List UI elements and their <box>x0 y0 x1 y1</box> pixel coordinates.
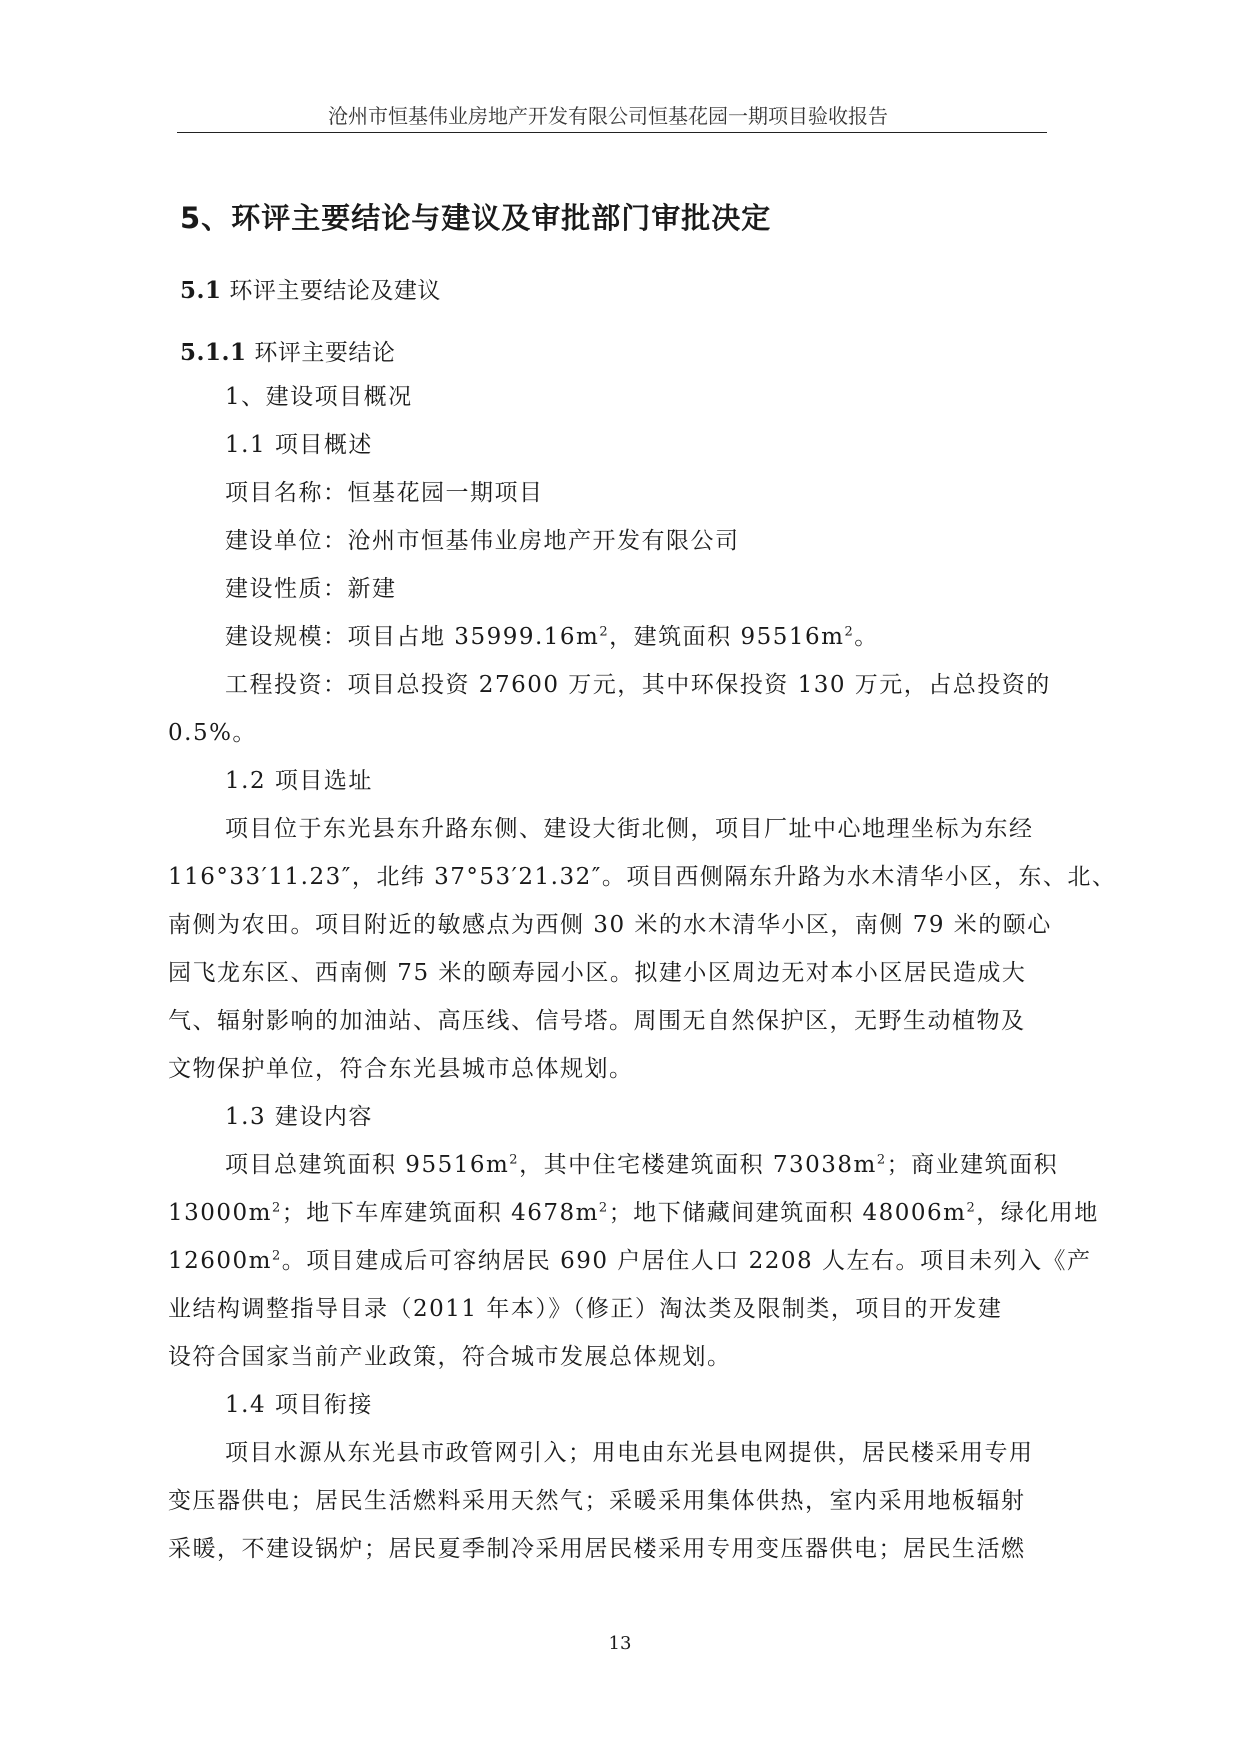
construction-nature-line: 建设性质：新建 <box>225 576 397 602</box>
build-paragraph-line <box>168 1198 1099 1228</box>
superscript: 2 <box>876 1152 887 1168</box>
superscript: 2 <box>599 624 610 640</box>
superscript: 2 <box>271 1248 282 1264</box>
project-name-line: 项目名称：恒基花园一期项目 <box>225 480 544 506</box>
investment-line-2: 0.5%。 <box>168 720 257 746</box>
build-text: ；商业建筑面积 <box>886 1152 1059 1178</box>
site-paragraph-line: 气、辐射影响的加油站、高压线、信号塔。周围无自然保护区，无野生动植物及 <box>168 1008 1026 1034</box>
build-paragraph-line <box>225 1150 1058 1180</box>
build-text: ；地下储藏间建筑面积 48006m <box>608 1200 967 1226</box>
superscript: 2 <box>598 1200 609 1216</box>
scale-text-b: ，建筑面积 95516m <box>609 624 845 650</box>
subitem-heading: 1.4 项目衔接 <box>225 1392 373 1418</box>
link-paragraph-line: 变压器供电；居民生活燃料采用天然气；采暖采用集体供热，室内采用地板辐射 <box>168 1488 1026 1514</box>
scale-text-a: 建设规模：项目占地 35999.16m <box>225 624 600 650</box>
superscript: 2 <box>509 1152 520 1168</box>
build-text: 13000m <box>168 1200 272 1226</box>
build-text: ，其中住宅楼建筑面积 73038m <box>519 1152 877 1178</box>
section-number: 5、 <box>180 201 232 235</box>
link-paragraph-line: 项目水源从东光县市政管网引入；用电由东光县电网提供，居民楼采用专用 <box>225 1440 1034 1466</box>
build-text: 12600m <box>168 1248 272 1274</box>
subsection-heading <box>180 272 441 305</box>
site-paragraph-line: 文物保护单位，符合东光县城市总体规划。 <box>168 1056 634 1082</box>
site-paragraph-line: 116°33′11.23″，北纬 37°53′21.32″。项目西侧隔东升路为水木清华小区，东、北、 <box>168 864 1117 890</box>
subsubsection-heading <box>180 334 395 367</box>
link-paragraph-line: 采暖，不建设锅炉；居民夏季制冷采用居民楼采用专用变压器供电；居民生活燃 <box>168 1536 1026 1562</box>
header-title: 沧州市恒基伟业房地产开发有限公司恒基花园一期项目验收报告 <box>328 104 888 128</box>
site-paragraph-line: 园飞龙东区、西南侧 75 米的颐寿园小区。拟建小区周边无对本小区居民造成大 <box>168 960 1027 986</box>
subsection-number: 5.1 <box>180 277 222 304</box>
construction-scale-line <box>225 622 879 652</box>
build-text: ；地下车库建筑面积 4678m <box>281 1200 599 1226</box>
header-divider <box>177 132 1047 133</box>
build-paragraph-line <box>168 1246 1091 1276</box>
item-heading: 1、建设项目概况 <box>225 384 413 410</box>
section-title: 环评主要结论与建议及审批部门审批决定 <box>231 201 772 235</box>
superscript: 2 <box>271 1200 282 1216</box>
superscript: 2 <box>966 1200 977 1216</box>
build-paragraph-line: 业结构调整指导目录（2011 年本）》（修正）淘汰类及限制类，项目的开发建 <box>168 1296 1003 1322</box>
build-paragraph-line: 设符合国家当前产业政策，符合城市发展总体规划。 <box>168 1344 732 1370</box>
subitem-heading: 1.2 项目选址 <box>225 768 373 794</box>
investment-line-1: 工程投资：项目总投资 27600 万元，其中环保投资 130 万元，占总投资的 <box>225 672 1051 698</box>
subitem-heading: 1.3 建设内容 <box>225 1104 373 1130</box>
superscript: 2 <box>844 624 855 640</box>
subsection-title: 环评主要结论及建议 <box>229 278 441 304</box>
subitem-heading: 1.1 项目概述 <box>225 432 373 458</box>
build-text: 。项目建成后可容纳居民 690 户居住人口 2208 人左右。项目未列入《产 <box>281 1248 1092 1274</box>
scale-text-c: 。 <box>854 624 879 650</box>
subsubsection-title: 环评主要结论 <box>254 340 396 366</box>
build-text: 项目总建筑面积 95516m <box>225 1152 510 1178</box>
subsubsection-number: 5.1.1 <box>180 339 247 366</box>
construction-unit-line: 建设单位：沧州市恒基伟业房地产开发有限公司 <box>225 528 740 554</box>
section-heading <box>180 196 771 237</box>
site-paragraph-line: 项目位于东光县东升路东侧、建设大街北侧，项目厂址中心地理坐标为东经 <box>225 816 1034 842</box>
site-paragraph-line: 南侧为农田。项目附近的敏感点为西侧 30 米的水木清华小区，南侧 79 米的颐心 <box>168 912 1052 938</box>
page-number: 13 <box>608 1633 632 1654</box>
build-text: ，绿化用地 <box>976 1200 1099 1226</box>
